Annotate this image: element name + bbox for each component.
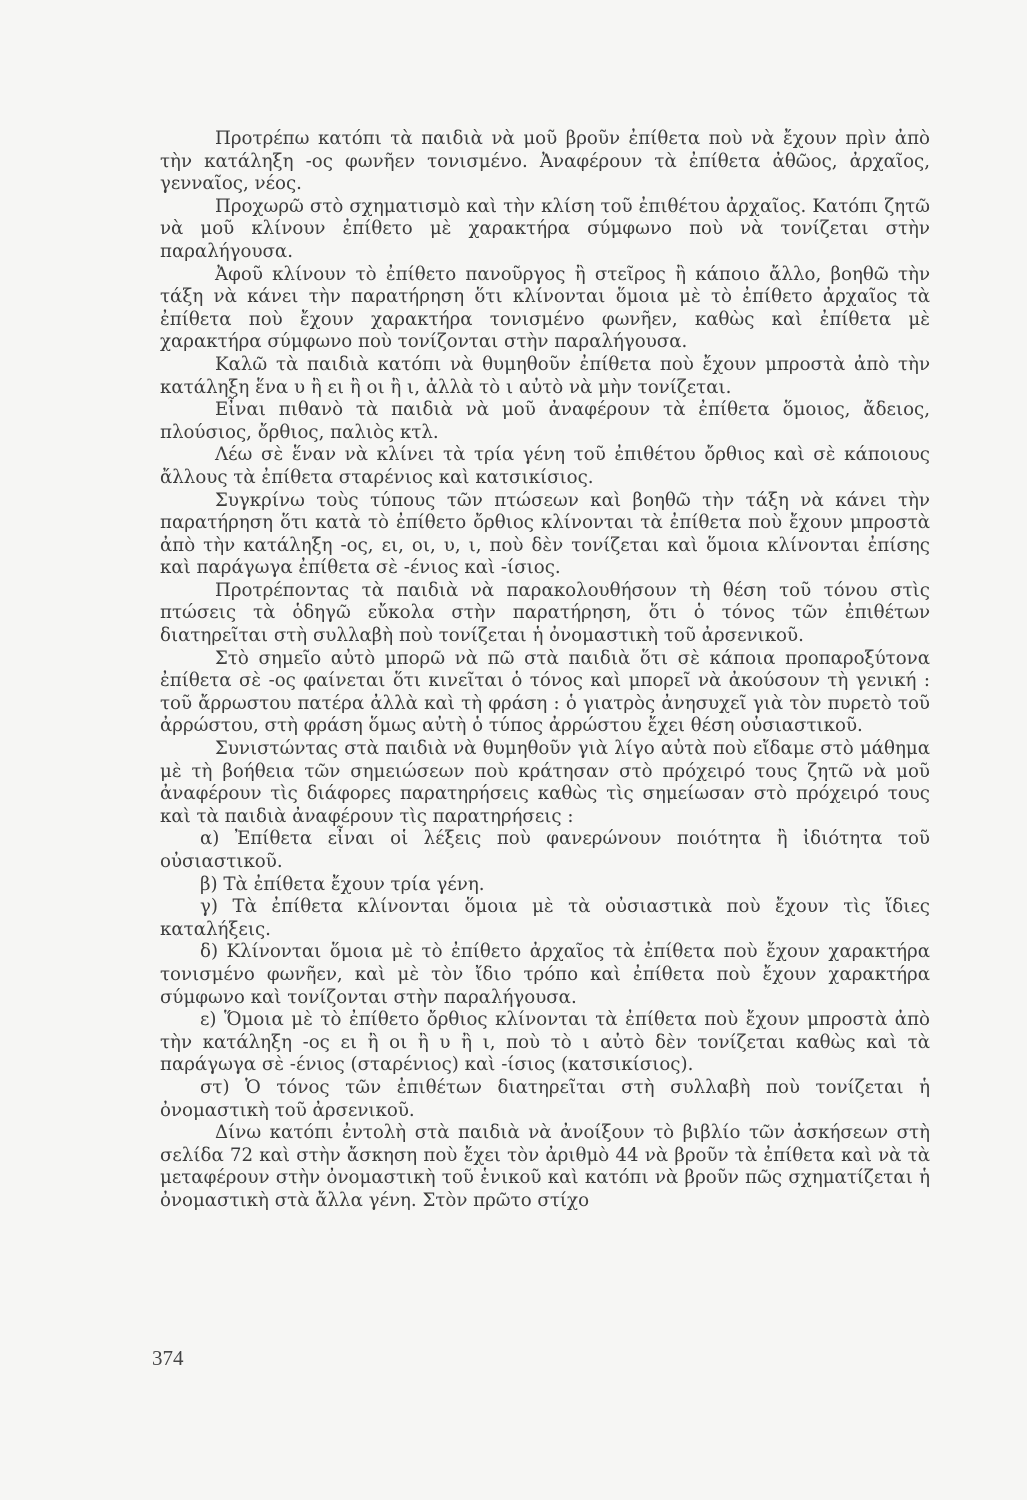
paragraph-9: Στὸ σημεῖο αὐτὸ μπορῶ νὰ πῶ στὰ παιδιὰ ὅτι σὲ κάποια προπαροξύτονα ἐπίθετα σὲ -ος φαίνεται ὅτι κινεῖται ὁ τόνος καὶ μπορεῖ νὰ ἀκούσουν τὴ γενική : τοῦ ἄρρωστου πατέρα ἀλλὰ καὶ τὴ φράση : ὁ γιατρὸς ἀνησυχεῖ γιὰ τὸν πυρετὸ τοῦ ἀρρώστου, στὴ φράση ὅμως αὐτὴ ὁ τύπος ἀρρώστου ἔχει θέση οὐσιαστικοῦ. (160, 647, 930, 737)
list-item-st: στ) Ὁ τόνος τῶν ἐπιθέτων διατηρεῖται στὴ συλλαβὴ ποὺ τονίζεται ἡ ὀνομαστικὴ τοῦ ἀρσενικοῦ. (160, 1076, 930, 1121)
list-item-c: γ) Τὰ ἐπίθετα κλίνονται ὅμοια μὲ τὰ οὐσιαστικὰ ποὺ ἔχουν τὶς ἴδιες καταλήξεις. (160, 896, 930, 940)
paragraph-1: Προτρέπω κατόπι τὰ παιδιὰ νὰ μοῦ βροῦν ἐπίθετα ποὺ νὰ ἔχουν πρὶν ἀπὸ τὴν κατάληξη -ος φωνῆεν τονισμένο. Ἀναφέρουν τὰ ἐπίθετα ἀθῶος, ἀρχαῖος, γενναῖος, νέος. (160, 128, 930, 195)
paragraph-7: Συγκρίνω τοὺς τύπους τῶν πτώσεων καὶ βοηθῶ τὴν τάξη νὰ κάνει τὴν παρατήρηση ὅτι κατὰ τὸ ἐπίθετο ὄρθιος κλίνονται τὰ ἐπίθετα ποὺ ἔχουν μπροστὰ ἀπὸ τὴν κατάληξη -ος, ει, οι, υ, ι, ποὺ δὲν τονίζεται καὶ ὅμοια κλίνονται ἐπίσης καὶ παράγωγα ἐπίθετα σὲ -ένιος καὶ -ίσιος. (160, 489, 930, 579)
final-paragraph: Δίνω κατόπι ἐντολὴ στὰ παιδιὰ νὰ ἀνοίξουν τὸ βιβλίο τῶν ἀσκήσεων στὴ σελίδα 72 καὶ στὴν ἄσκηση ποὺ ἔχει τὸν ἀριθμὸ 44 νὰ βροῦν τὰ ἐπίθετα καὶ νὰ τὰ μεταφέρουν στὴν ὀνομαστικὴ τοῦ ἑνικοῦ καὶ κατόπι νὰ βροῦν πῶς σχηματίζεται ἡ ὀνομαστικὴ στὰ ἄλλα γένη. Στὸν πρῶτο στίχο (160, 1122, 930, 1211)
paragraph-2: Προχωρῶ στὸ σχηματισμὸ καὶ τὴν κλίση τοῦ ἐπιθέτου ἀρχαῖος. Κατόπι ζητῶ νὰ μοῦ κλίνουν ἐπίθετο μὲ χαρακτήρα σύμφωνο ποὺ νὰ τονίζεται στὴν παραλήγουσα. (160, 195, 930, 262)
list-item-a: α) Ἐπίθετα εἶναι οἱ λέξεις ποὺ φανερώνουν ποιότητα ἢ ἰδιότητα τοῦ οὐσιαστικοῦ. (160, 828, 930, 872)
paragraph-3: Ἀφοῦ κλίνουν τὸ ἐπίθετο πανοῦργος ἢ στεῖρος ἢ κάποιο ἄλλο, βοηθῶ τὴν τάξη νὰ κάνει τὴν παρατήρηση ὅτι κλίνονται ὅμοια μὲ τὸ ἐπίθετο ἀρχαῖος τὰ ἐπίθετα ποὺ ἔχουν χαρακτήρα τονισμένο φωνῆεν, καθὼς καὶ ἐπίθετα μὲ χαρακτήρα σύμφωνο ποὺ τονίζονται στὴν παραλήγουσα. (160, 263, 930, 353)
paragraph-4: Καλῶ τὰ παιδιὰ κατόπι νὰ θυμηθοῦν ἐπίθετα ποὺ ἔχουν μπροστὰ ἀπὸ τὴν κατάληξη ἕνα υ ἢ ει ἢ οι ἢ ι, ἀλλὰ τὸ ι αὐτὸ νὰ μὴν τονίζεται. (160, 353, 930, 398)
list-item-b: β) Τὰ ἐπίθετα ἔχουν τρία γένη. (200, 873, 485, 895)
paragraph-10: Συνιστώντας στὰ παιδιὰ νὰ θυμηθοῦν γιὰ λίγο αὐτὰ ποὺ εἴδαμε στὸ μάθημα μὲ τὴ βοήθεια τῶν σημειώσεων ποὺ κράτησαν στὸ πρόχειρό τους ζητῶ νὰ μοῦ ἀναφέρουν τὶς διάφορες παρατηρήσεις καθὼς τὶς σημείωσαν στὸ πρόχειρό τους καὶ τὰ παιδιὰ ἀναφέρουν τὶς παρατηρήσεις : (160, 738, 930, 827)
paragraph-6: Λέω σὲ ἕναν νὰ κλίνει τὰ τρία γένη τοῦ ἐπιθέτου ὄρθιος καὶ σὲ κάποιους ἄλλους τὰ ἐπίθετα σταρένιος καὶ κατσικίσιος. (160, 444, 930, 488)
paragraph-8: Προτρέποντας τὰ παιδιὰ νὰ παρακολουθήσουν τὴ θέση τοῦ τόνου στὶς πτώσεις τὰ ὁδηγῶ εὔκολα στὴν παρατήρηση, ὅτι ὁ τόνος τῶν ἐπιθέτων διατηρεῖται στὴ συλλαβὴ ποὺ τονίζεται ἡ ὀνομαστικὴ τοῦ ἀρσενικοῦ. (160, 579, 930, 647)
page-number: 374 (152, 1346, 184, 1370)
list-item-e: ε) Ὅμοια μὲ τὸ ἐπίθετο ὄρθιος κλίνονται τὰ ἐπίθετα ποὺ ἔχουν μπροστὰ ἀπὸ τὴν κατάληξη -ος ει ἢ οι ἢ υ ἢ ι, ποὺ τὸ ι αὐτὸ δὲν τονίζεται καθὼς καὶ τὰ παράγωγα σὲ -ένιος (σταρένιος) καὶ -ίσιος (κατσικίσιος). (160, 1009, 930, 1076)
body-text (160, 128, 930, 1213)
list-item-d: δ) Κλίνονται ὅμοια μὲ τὸ ἐπίθετο ἀρχαῖος τὰ ἐπίθετα ποὺ ἔχουν χαρακτήρα τονισμένο φωνῆεν, καὶ μὲ τὸν ἴδιο τρόπο καὶ ἐπίθετα ποὺ ἔχουν χαρακτήρα σύμφωνο καὶ τονίζονται στὴν παραλήγουσα. (160, 941, 930, 1008)
paragraph-5: Εἶναι πιθανὸ τὰ παιδιὰ νὰ μοῦ ἀναφέρουν τὰ ἐπίθετα ὅμοιος, ἄδειος, πλούσιος, ὄρθιος, παλιὸς κτλ. (160, 399, 930, 443)
